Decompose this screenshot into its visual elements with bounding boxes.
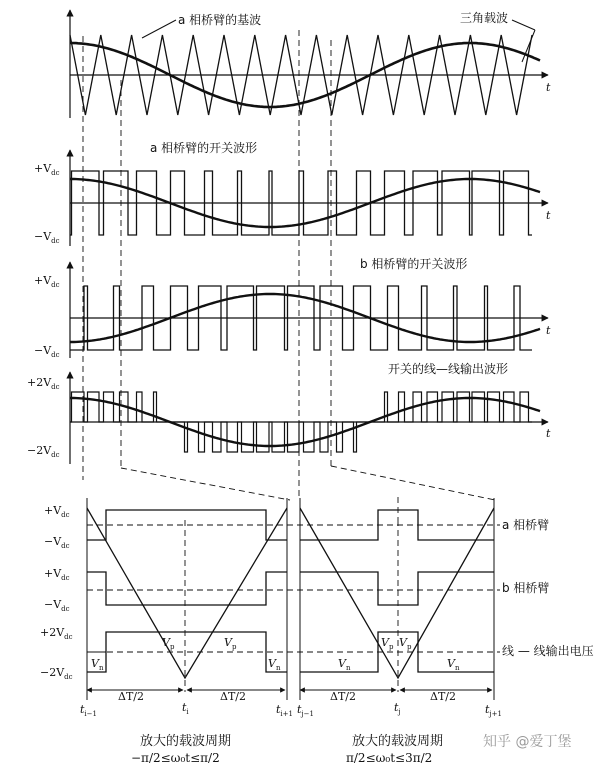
- left-caption-range: −π/2≤ω₀t≤π/2: [131, 751, 220, 765]
- t-i: $t_i$: [182, 701, 189, 716]
- line-output-voltage-label: 线 — 线输出电压: [502, 644, 594, 658]
- axis-carrier-t-label: t: [546, 81, 551, 94]
- left-vn-2: $V_n$: [268, 657, 281, 672]
- left-half-period-1: ΔT/2: [118, 690, 144, 703]
- zoom-minus-2vdc: $-2V_{dc}$: [40, 666, 73, 681]
- a-fundamental-label: a 相桥臂的基波: [178, 13, 262, 27]
- zoom-plus-vdc: $+V_{dc}$: [44, 504, 70, 519]
- t-j-minus-1: $t_{j-1}$: [297, 703, 314, 718]
- panel-b-switch: [34, 256, 551, 359]
- right-caption-title: 放大的载波周期: [352, 734, 444, 749]
- triangle-carrier-label: 三角载波: [460, 11, 509, 25]
- right-caption-range: π/2≤ω₀t≤3π/2: [346, 751, 433, 765]
- a-fundamental-leader: [142, 20, 176, 38]
- zoom-minus-vdc: $-V_{dc}$: [44, 535, 70, 550]
- right-vp-1: $V_p$: [381, 636, 394, 651]
- left-half-period-2: ΔT/2: [220, 690, 246, 703]
- axis-line-t-label: t: [546, 427, 551, 440]
- t-i-plus-1: $t_{i+1}$: [276, 703, 293, 718]
- a-switch-wave-label: a 相桥臂的开关波形: [150, 141, 258, 155]
- zoom-b-minus-vdc: $-V_{dc}$: [44, 598, 70, 613]
- panel-carrier: [70, 10, 551, 118]
- right-vp-2: $V_p$: [399, 636, 412, 651]
- watermark: 知乎 @爱丁堡: [483, 734, 572, 750]
- t-j: $t_j$: [394, 701, 401, 716]
- axis-a-t-label: t: [546, 209, 551, 222]
- a-plus-vdc-label: $+V_{dc}$: [34, 162, 60, 177]
- a-minus-vdc-label: $-V_{dc}$: [34, 230, 60, 245]
- left-caption-title: 放大的载波周期: [140, 734, 232, 749]
- left-vn-1: $V_n$: [91, 657, 104, 672]
- axis-b-t-label: t: [546, 324, 551, 337]
- right-half-period-1: ΔT/2: [330, 690, 356, 703]
- b-plus-vdc-label: $+V_{dc}$: [34, 274, 60, 289]
- panel-line-output: [27, 361, 551, 464]
- t-i-minus-1: $t_{i-1}$: [80, 703, 97, 718]
- right-half-period-2: ΔT/2: [430, 690, 456, 703]
- panel-a-switch: [34, 140, 551, 246]
- right-vn-1: $V_n$: [338, 657, 351, 672]
- a-arm-label: a 相桥臂: [502, 518, 550, 532]
- left-vp-1: $V_p$: [162, 636, 175, 651]
- zoom-plus-2vdc: $+2V_{dc}$: [40, 626, 73, 641]
- b-arm-label: b 相桥臂: [502, 581, 550, 595]
- t-j-plus-1: $t_{j+1}$: [485, 703, 502, 718]
- line-output-wave-label: 开关的线—线输出波形: [388, 362, 509, 376]
- triangle-carrier-leader: [512, 20, 535, 30]
- right-vn-2: $V_n$: [447, 657, 460, 672]
- b-minus-vdc-label: $-V_{dc}$: [34, 344, 60, 359]
- line-minus-2vdc-label: $-2V_{dc}$: [27, 444, 60, 459]
- zoom-panels: [87, 497, 500, 700]
- b-switch-wave-label: b 相桥臂的开关波形: [360, 257, 468, 271]
- left-vp-2: $V_p$: [224, 636, 237, 651]
- zoom-b-plus-vdc: $+V_{dc}$: [44, 567, 70, 582]
- line-plus-2vdc-label: $+2V_{dc}$: [27, 376, 60, 391]
